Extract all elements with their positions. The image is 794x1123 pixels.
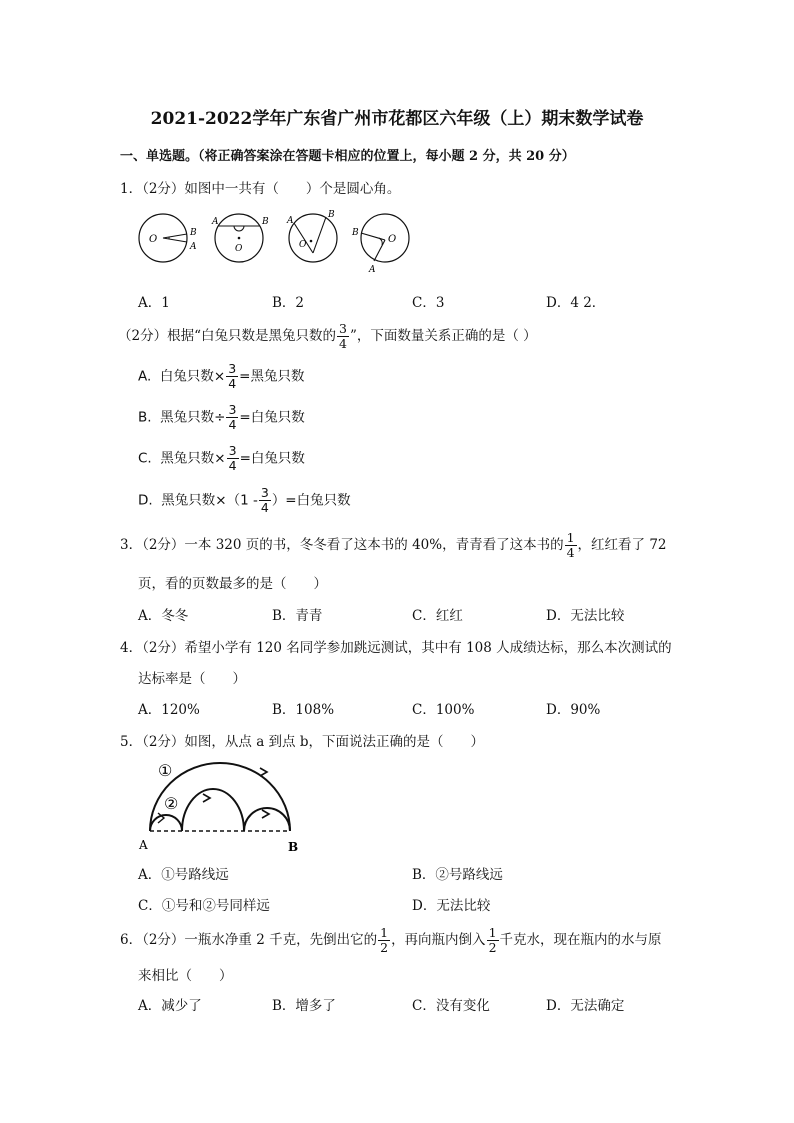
q1-option-a[interactable]: A．1 xyxy=(138,295,170,311)
q6-option-b[interactable]: B．增多了 xyxy=(272,998,336,1014)
circle-2-label-a: A xyxy=(212,217,219,227)
route-2-arc-2 xyxy=(182,789,244,831)
q2-option-b[interactable]: B. 黑兔只数÷ $\frac{3}{4}$ =白兔只数 xyxy=(138,402,305,432)
route-2-label: ② xyxy=(164,794,179,813)
section-heading: 一、单选题。（将正确答案涂在答题卡相应的位置上，每小题 2 分，共 20 分） xyxy=(120,149,575,164)
circle-2-label-b: B xyxy=(262,217,269,227)
q6-option-c[interactable]: C．没有变化 xyxy=(412,998,490,1014)
q2-option-d[interactable]: D. 黑兔只数×（1 - $\frac{3}{4}$ ）=白兔只数 xyxy=(138,485,351,515)
q5-option-d[interactable]: D．无法比较 xyxy=(412,898,491,914)
q1-option-c[interactable]: C．3 xyxy=(412,295,445,311)
circle-3-label-b: B xyxy=(328,210,335,220)
question-4-line-1: 4．（2分）希望小学有 120 名同学参加跳远测试，其中有 108 人成绩达标，那么本次测试的 xyxy=(120,640,672,656)
circle-3-label-o: O xyxy=(299,240,307,250)
circle-3-label-a: A xyxy=(287,216,294,226)
circle-4-label-a: A xyxy=(369,265,376,275)
circle-1-label-b: B xyxy=(190,228,197,238)
route-2-arc-3 xyxy=(244,808,290,831)
circle-1-label-a: A xyxy=(190,242,197,252)
q6-option-d[interactable]: D．无法确定 xyxy=(546,998,625,1014)
question-1-text: 1．（2分）如图中一共有（ ）个是圆心角。 xyxy=(120,181,401,197)
point-a-label: A xyxy=(139,838,148,852)
circle-3 xyxy=(289,214,337,262)
q4-option-c[interactable]: C．100% xyxy=(412,702,475,718)
question-3-line-2: 页，看的页数最多的是（ ） xyxy=(138,576,327,592)
q4-option-b[interactable]: B．108% xyxy=(272,702,335,718)
question-1-figure xyxy=(136,205,416,275)
route-2-arc-1 xyxy=(150,815,182,831)
q6-option-a[interactable]: A．减少了 xyxy=(138,998,202,1014)
q5-option-a[interactable]: A．①号路线远 xyxy=(138,867,229,883)
point-b-label: B xyxy=(288,840,299,854)
question-2-text: （2分）根据“白兔只数是黑兔只数的 $\frac{3}{4}$ ”，下面数量关系正确的是（ ） xyxy=(118,321,537,351)
circle-4-label-b: B xyxy=(352,228,359,238)
q3-option-c[interactable]: C．红红 xyxy=(412,608,463,624)
q5-option-b[interactable]: B．②号路线远 xyxy=(412,867,503,883)
question-5-text: 5．（2分）如图，从点 a 到点 b，下面说法正确的是（ ） xyxy=(120,734,484,750)
question-3-line-1: 3．（2分）一本 320 页的书，冬冬看了这本书的 40%，青青看了这本书的 $\frac{1}{4}$ ，红红看了 72 xyxy=(120,530,667,560)
q1-option-d[interactable]: D．4 2． xyxy=(546,295,606,311)
question-5-figure xyxy=(136,755,311,855)
question-4-line-2: 达标率是（ ） xyxy=(138,671,246,687)
circle-4-label-o: O xyxy=(388,234,397,245)
q4-option-d[interactable]: D．90% xyxy=(546,702,601,718)
q2-option-a[interactable]: A. 白兔只数× $\frac{3}{4}$ =黑兔只数 xyxy=(138,361,305,391)
q4-option-a[interactable]: A．120% xyxy=(138,702,200,718)
circle-1-label-o: O xyxy=(149,234,158,245)
q3-option-d[interactable]: D．无法比较 xyxy=(546,608,625,624)
circle-2-label-o: O xyxy=(235,244,243,254)
q3-option-b[interactable]: B．青青 xyxy=(272,608,323,624)
q3-option-a[interactable]: A．冬冬 xyxy=(138,608,189,624)
q1-option-b[interactable]: B．2 xyxy=(272,295,305,311)
question-6-line-2: 来相比（ ） xyxy=(138,968,233,984)
q2-option-c[interactable]: C. 黑兔只数× $\frac{3}{4}$ =白兔只数 xyxy=(138,443,305,473)
page-title: 2021-2022学年广东省广州市花都区六年级（上）期末数学试卷 xyxy=(150,109,644,129)
circle-4 xyxy=(361,214,409,262)
q5-option-c[interactable]: C．①号和②号同样远 xyxy=(138,898,270,914)
question-6-line-1: 6．（2分）一瓶水净重 2 千克，先倒出它的 $\frac{1}{2}$ ，再向瓶内倒入 $\frac{1}{2}$ 千克水，现在瓶内的水与原 xyxy=(120,925,662,955)
route-1-label: ① xyxy=(158,761,173,780)
